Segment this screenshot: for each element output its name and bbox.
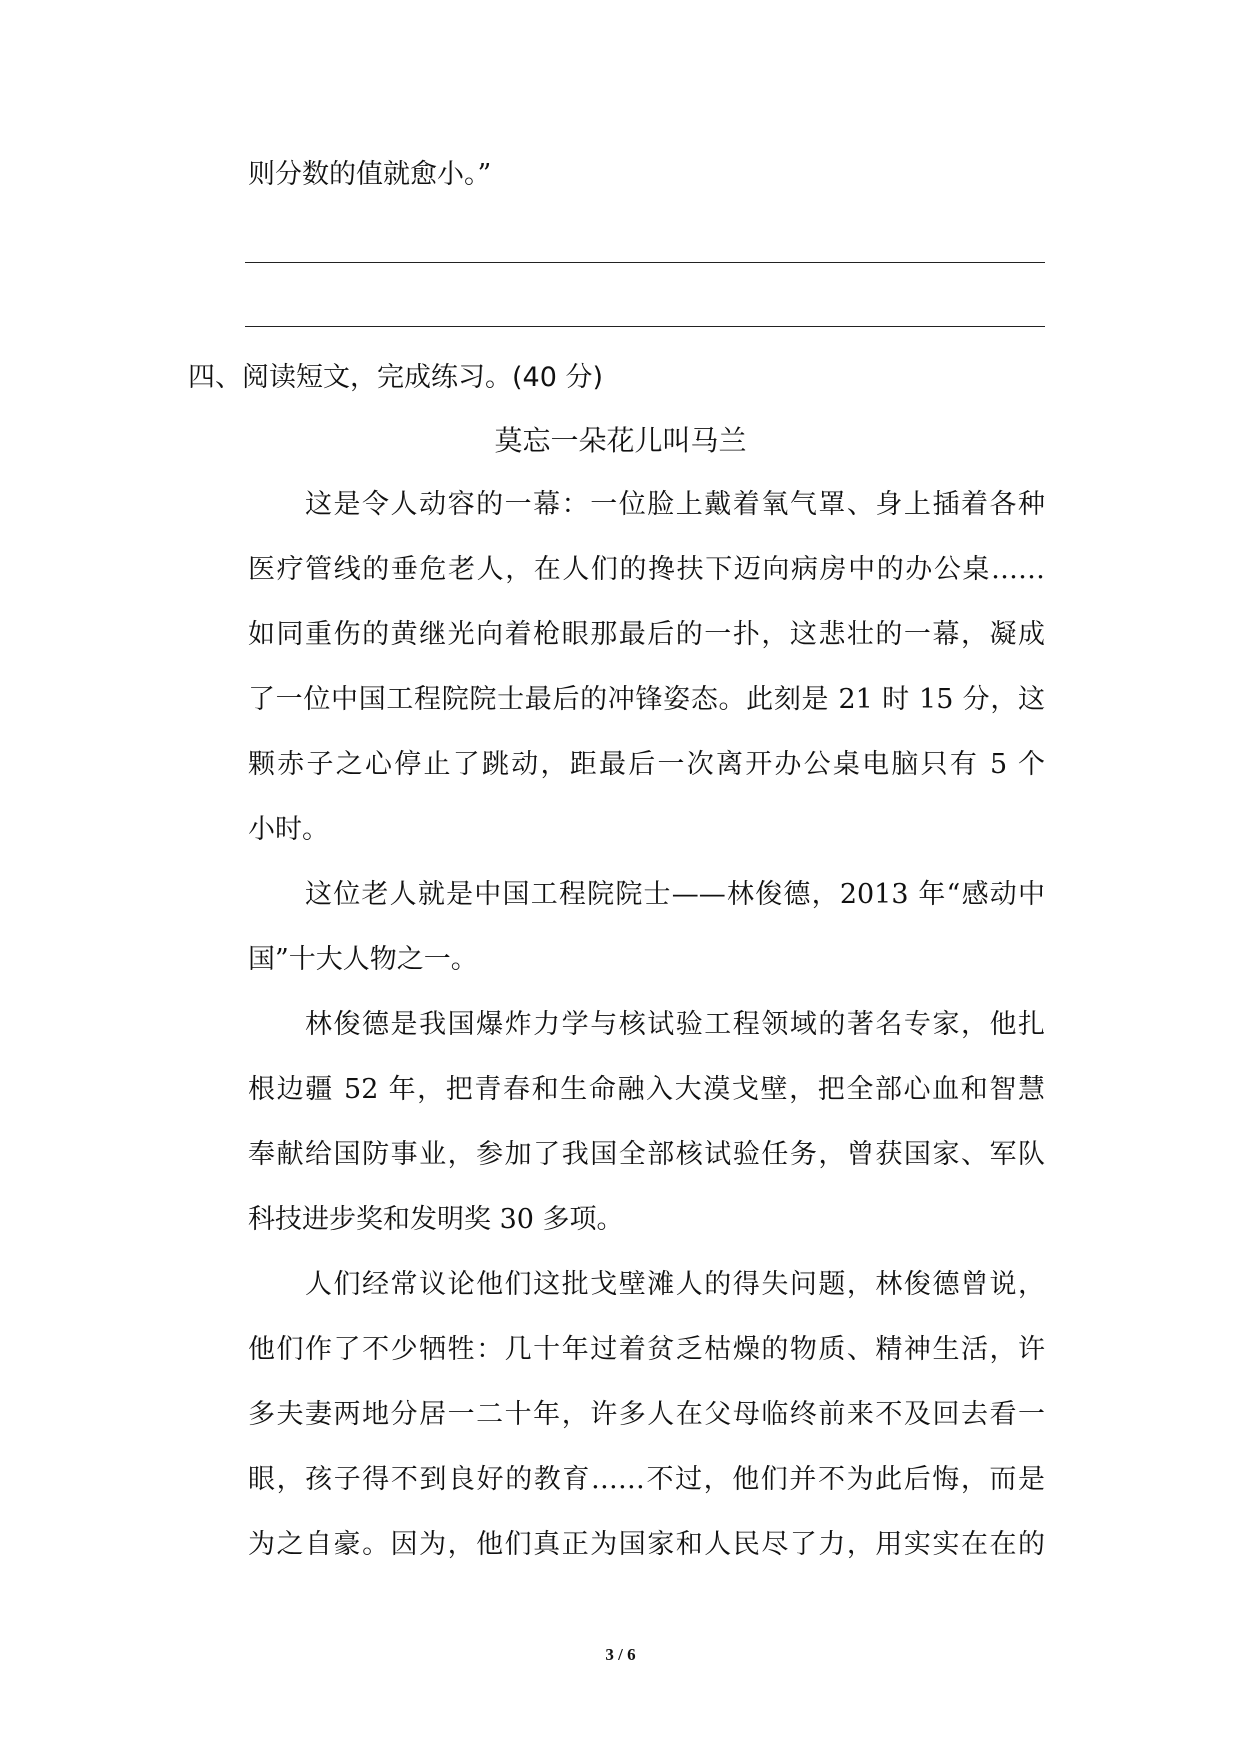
paragraph-line: 如同重伤的黄继光向着枪眼那最后的一扑，这悲壮的一幕，凝成 [248, 619, 1045, 650]
paragraph-line: 他们作了不少牺牲：几十年过着贫乏枯燥的物质、精神生活，许 [248, 1334, 1045, 1365]
section-heading: 四、阅读短文，完成练习。(40 分) [188, 362, 604, 393]
article-title: 莫忘一朵花儿叫马兰 [494, 424, 747, 457]
paragraph-line: 为之自豪。因为，他们真正为国家和人民尽了力，用实实在在的 [248, 1529, 1045, 1560]
paragraph-line: 科技进步奖和发明奖 30 多项。 [248, 1204, 624, 1235]
paragraph-line: 了一位中国工程院院士最后的冲锋姿态。此刻是 21 时 15 分，这 [248, 684, 1045, 715]
paragraph-line: 医疗管线的垂危老人，在人们的搀扶下迈向病房中的办公桌…… [248, 554, 1045, 585]
paragraph-line: 人们经常议论他们这批戈壁滩人的得失问题，林俊德曾说， [305, 1269, 1045, 1300]
paragraph-line: 这是令人动容的一幕：一位脸上戴着氧气罩、身上插着各种 [305, 489, 1045, 520]
answer-line-1 [245, 262, 1045, 263]
paragraph-line: 林俊德是我国爆炸力学与核试验工程领域的著名专家，他扎 [305, 1009, 1045, 1040]
answer-line-2 [245, 326, 1045, 327]
page-number: 3 / 6 [605, 1645, 636, 1664]
paragraph-line: 眼，孩子得不到良好的教育……不过，他们并不为此后悔，而是 [248, 1464, 1045, 1495]
prev-question-tail: 则分数的值就愈小。” [248, 159, 492, 190]
paragraph-line: 这位老人就是中国工程院院士——林俊德，2013 年“感动中 [305, 879, 1045, 910]
paragraph-line: 奉献给国防事业，参加了我国全部核试验任务，曾获国家、军队 [248, 1139, 1045, 1170]
paragraph-line: 多夫妻两地分居一二十年，许多人在父母临终前来不及回去看一 [248, 1399, 1045, 1430]
paragraph-line: 颗赤子之心停止了跳动，距最后一次离开办公桌电脑只有 5 个 [248, 749, 1045, 780]
paragraph-line: 国”十大人物之一。 [248, 944, 478, 975]
paragraph-line: 根边疆 52 年，把青春和生命融入大漠戈壁，把全部心血和智慧 [248, 1074, 1045, 1105]
paragraph-line: 小时。 [248, 814, 329, 845]
